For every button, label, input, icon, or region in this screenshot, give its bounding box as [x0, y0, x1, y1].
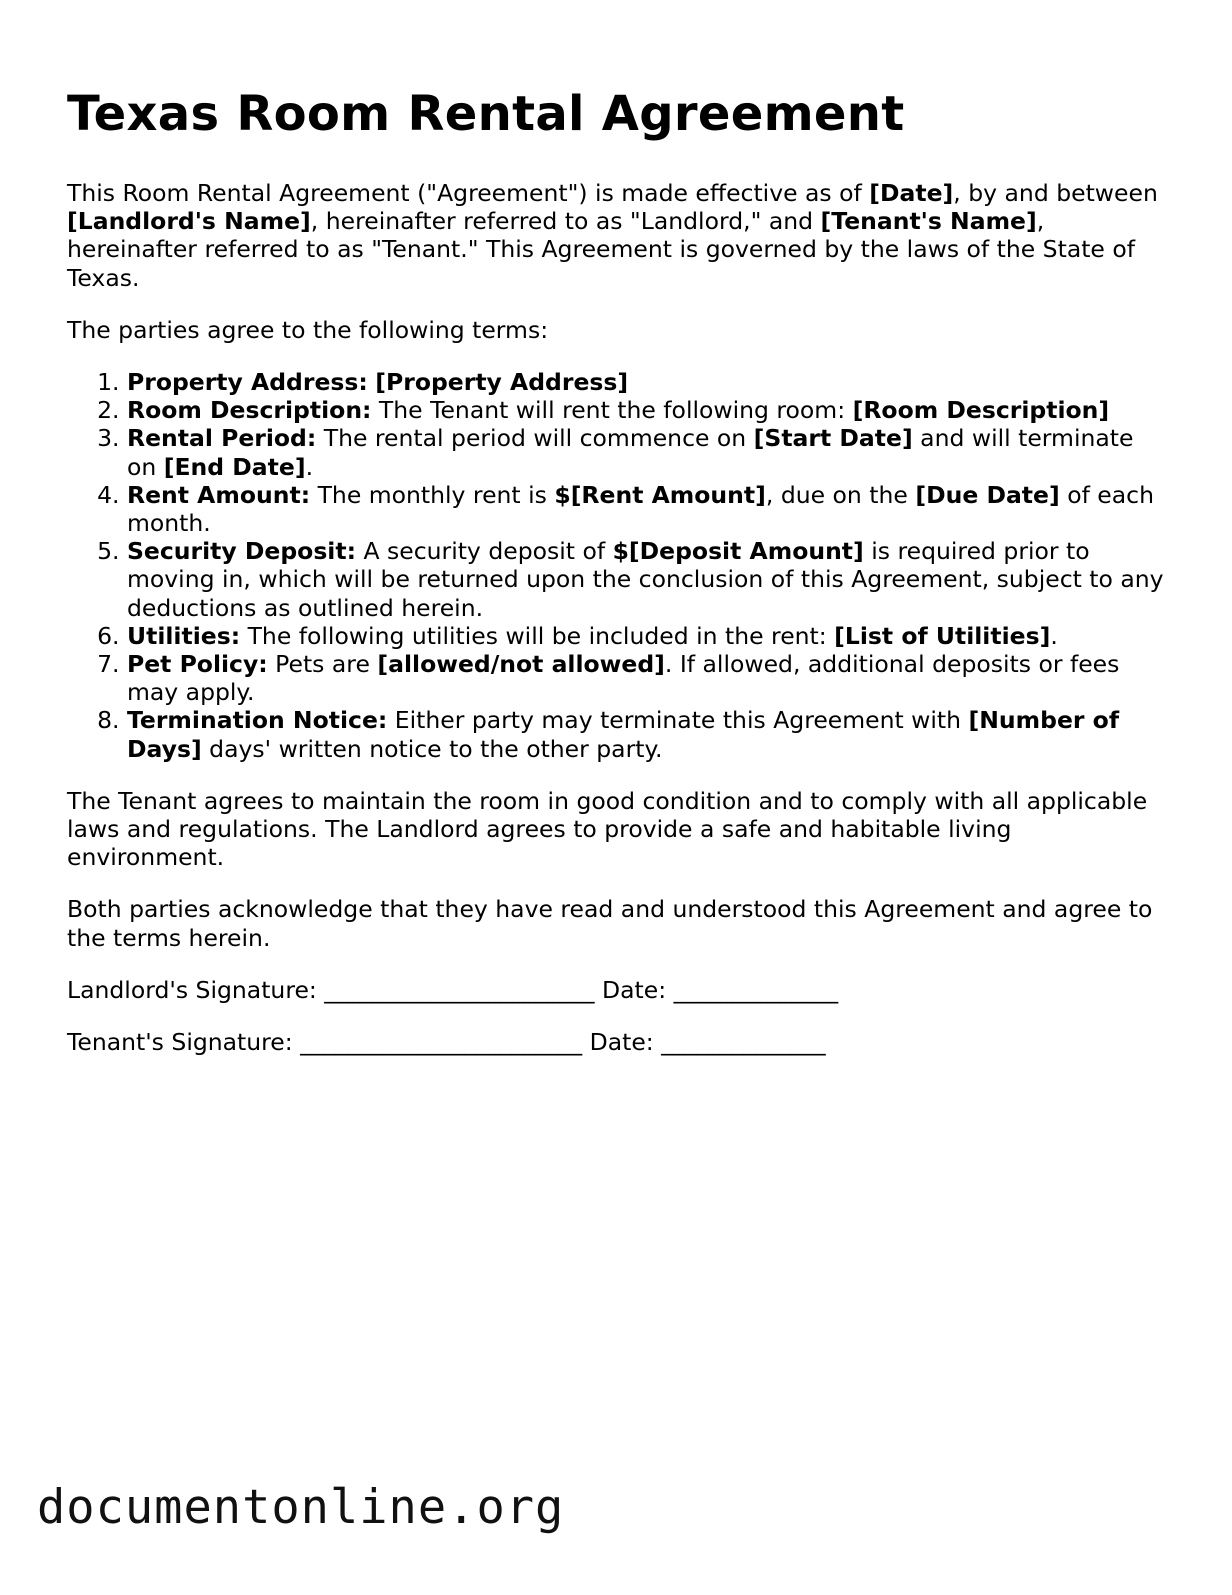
term-text: The Tenant will rent the following room:	[371, 396, 853, 425]
term-label: Security Deposit:	[127, 537, 356, 566]
document-page	[67, 85, 1167, 1080]
term-text: , due on the	[765, 480, 916, 509]
term-text: of each month.	[127, 480, 1154, 538]
term-placeholder: [Number of Days]	[127, 706, 1120, 763]
term-text: . If allowed, additional deposits or fees may apply.	[127, 650, 1120, 707]
intro-text-2: , by and between	[953, 179, 1158, 207]
landlord-name-placeholder: [Landlord's Name]	[67, 207, 311, 236]
term-text: .	[1050, 621, 1058, 650]
term-text: is required prior to moving in, which will be returned upon the conclusion of this Agreement, subject to any deductions as outlined herein.	[127, 537, 1164, 622]
watermark: documentonline.org	[37, 1480, 565, 1535]
term-item	[127, 650, 1167, 706]
intro-text-1: This Room Rental Agreement ("Agreement") is made effective as of	[67, 179, 870, 207]
term-placeholder: [Property Address]	[375, 368, 629, 397]
term-placeholder: [End Date]	[163, 452, 306, 481]
intro-text-3: , hereinafter referred to as "Landlord," and	[310, 207, 821, 236]
term-item	[127, 424, 1167, 480]
term-placeholder: $[Deposit Amount]	[612, 537, 864, 566]
term-placeholder: [allowed/not allowed]	[377, 650, 665, 679]
term-text: .	[305, 452, 314, 481]
landlord-signature-line: Landlord's Signature: _______________________ Date: ______________	[67, 975, 839, 1004]
document-title: Texas Room Rental Agreement	[67, 86, 905, 142]
term-text: Either party may terminate this Agreement with	[387, 706, 969, 735]
maintenance-paragraph: The Tenant agrees to maintain the room in good condition and to comply with all applicable laws and regulations. The Landlord agrees to provide a safe and habitable living environment.	[67, 786, 1148, 872]
term-item	[127, 481, 1167, 537]
term-item	[127, 368, 1167, 396]
term-item	[127, 537, 1167, 622]
term-placeholder: [List of Utilities]	[834, 621, 1051, 650]
term-placeholder: [Start Date]	[753, 424, 913, 453]
term-label: Room Description:	[127, 396, 372, 425]
term-item	[127, 622, 1167, 650]
term-label: Utilities:	[127, 621, 241, 650]
term-label: Rental Period:	[127, 424, 317, 453]
term-label: Rent Amount:	[127, 480, 311, 509]
terms-intro: The parties agree to the following terms:	[67, 315, 549, 344]
intro-paragraph	[67, 179, 1167, 292]
term-label: Pet Policy:	[127, 650, 268, 679]
term-label: Property Address:	[127, 368, 368, 397]
term-text: A security deposit of	[356, 537, 613, 566]
term-placeholder: $[Rent Amount]	[554, 480, 766, 509]
terms-list	[67, 368, 1167, 763]
acknowledgement-paragraph: Both parties acknowledge that they have read and understood this Agreement and agree to the terms herein.	[67, 895, 1153, 952]
term-placeholder: [Due Date]	[915, 480, 1060, 509]
tenant-signature-line: Tenant's Signature: ________________________ Date: ______________	[67, 1028, 826, 1057]
term-label: Termination Notice:	[127, 706, 388, 735]
tenant-name-placeholder: [Tenant's Name]	[820, 207, 1037, 236]
term-text: The monthly rent is	[310, 480, 555, 509]
term-item	[127, 706, 1167, 762]
term-text: Pets are	[267, 650, 378, 679]
term-text: The rental period will commence on	[316, 424, 754, 453]
term-item	[127, 396, 1167, 424]
term-text: days' written notice to the other party.	[201, 734, 663, 763]
term-text: The following utilities will be included in the rent:	[240, 621, 835, 650]
term-placeholder: [Room Description]	[852, 396, 1110, 425]
term-text: and will terminate on	[127, 424, 1134, 481]
effective-date-placeholder: [Date]	[869, 179, 954, 207]
intro-text-4: , hereinafter referred to as "Tenant." This Agreement is governed by the laws of the State of Texas.	[67, 207, 1136, 292]
